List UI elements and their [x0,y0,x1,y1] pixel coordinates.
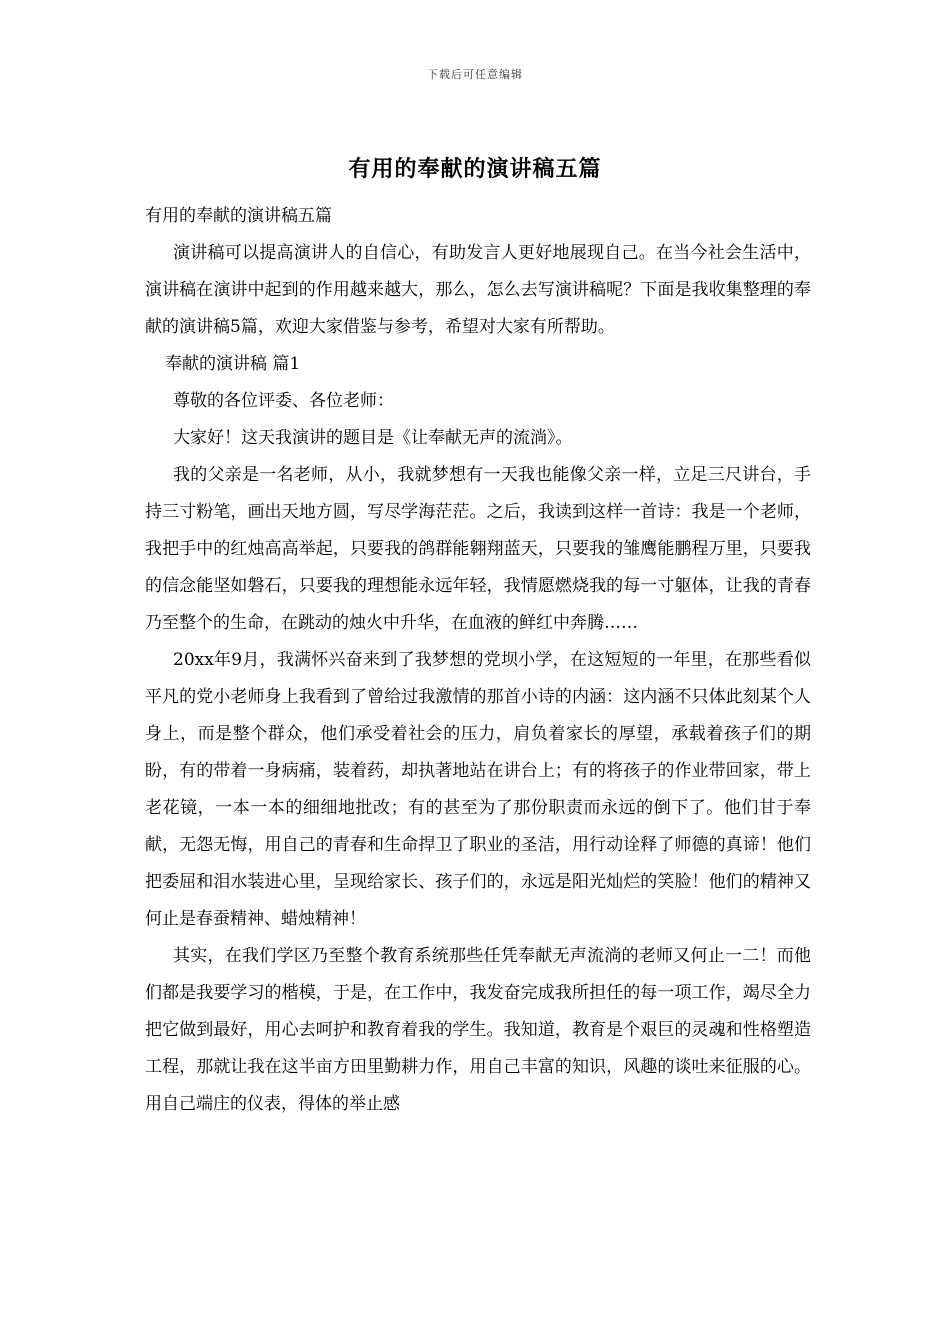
document-subtitle: 有用的奉献的演讲稿五篇 [145,206,332,226]
body-paragraph-1: 我的父亲是一名老师，从小，我就梦想有一天我也能像父亲一样，立足三尺讲台，手持三寸粉笔，画出天地方圆，写尽学海茫茫。之后，我读到这样一首诗：我是一个老师，我把手中的红烛高高举起，只要我的鸽群能翱翔蓝天，只要我的雏鹰能鹏程万里，只要我的信念能坚如磐石，只要我的理想能永远年轻，我情愿燃烧我的每一寸躯体，让我的青春乃至整个的生命，在跳动的烛火中升华，在血液的鲜红中奔腾…… [145,465,811,633]
salutation: 尊敬的各位评委、各位老师： [173,391,394,411]
body-paragraph-3: 其实，在我们学区乃至整个教育系统那些任凭奉献无声流淌的老师又何止一二！而他们都是我要学习的楷模，于是，在工作中，我发奋完成我所担任的每一项工作，竭尽全力把它做到最好，用心去呵护和教育着我的学生。我知道，教育是个艰巨的灵魂和性格塑造工程，那就让我在这半亩方田里勤耕力作，用自己丰富的知识，风趣的谈吐来征服的心。用自己端庄的仪表，得体的举止感 [145,946,811,1114]
intro-paragraph: 演讲稿可以提高演讲人的自信心，有助发言人更好地展现自己。在当今社会生活中，演讲稿在演讲中起到的作用越来越大，那么，怎么去写演讲稿呢？下面是我收集整理的奉献的演讲稿5篇，欢迎大家借鉴与参考，希望对大家有所帮助。 [145,243,811,337]
document-body [145,198,811,1123]
header-note: 下载后可任意编辑 [427,68,523,81]
section-heading: 奉献的演讲稿 篇1 [165,354,301,374]
document-title: 有用的奉献的演讲稿五篇 [348,156,602,182]
body-paragraph-2: 20xx年9月，我满怀兴奋来到了我梦想的党坝小学，在这短短的一年里，在那些看似平凡的党小老师身上我看到了曾给过我激情的那首小诗的内涵：这内涵不只体此刻某个人身上，而是整个群众，他们承受着社会的压力，肩负着家长的厚望，承载着孩子们的期盼，有的带着一身病痛，装着药，却执著地站在讲台上；有的将孩子的作业带回家，带上老花镜，一本一本的细细地批改；有的甚至为了那份职责而永远的倒下了。他们甘于奉献，无怨无悔，用自己的青春和生命捍卫了职业的圣洁，用行动诠释了师德的真谛！他们把委屈和泪水装进心里，呈现给家长、孩子们的，永远是阳光灿烂的笑脸！他们的精神又何止是春蚕精神、蜡烛精神！ [145,650,811,929]
greeting: 大家好！这天我演讲的题目是《让奉献无声的流淌》。 [173,428,573,448]
